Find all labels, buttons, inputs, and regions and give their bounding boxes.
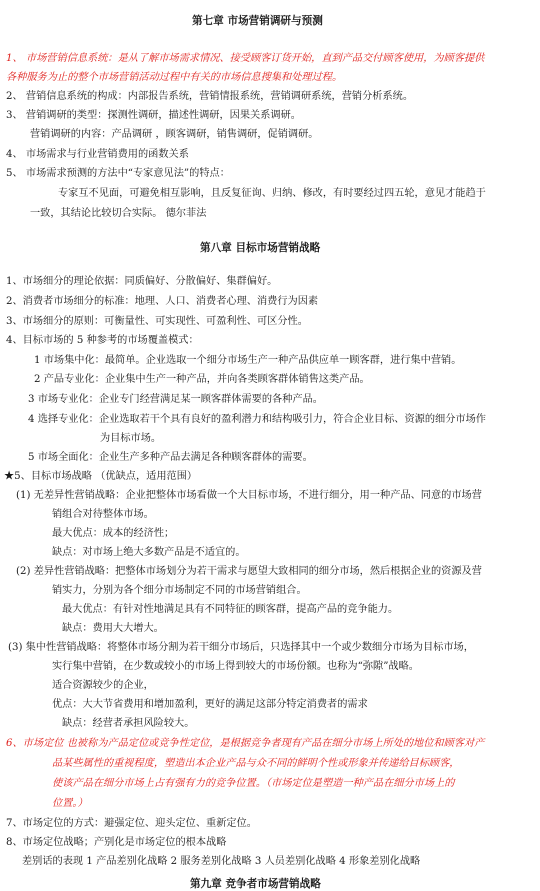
text-line-c8_4_1: 1 市场集中化：最简单。企业选取一个细分市场生产一种产品供应单一顾客群，进行集中营销。 [34,355,462,366]
text-line-c8_5: ★5、目标市场战略 （优缺点，适用范围） [4,471,198,482]
text-line-c8_1: 1、市场细分的理论依据：同质偏好、分散偏好、集群偏好。 [6,276,278,287]
text-line-c8_6a: 6、市场定位 也被称为产品定位或竞争性定位，是根据竞争者现有产品在细分市场上所处的地位和顾客对产 [6,738,485,749]
text-line-c8_5_2b: 销实力，分别为各个细分市场制定不同的市场营销组合。 [52,585,307,596]
text-line-c7_1b: 各种服务为止的整个市场营销活动过程中有关的市场信息搜集和处理过程。 [6,72,343,83]
text-line-c8_5_3c: 适合资源较少的企业， [52,680,154,691]
chapter-heading-h9: 第九章 竞争者市场营销战略 [190,878,321,890]
text-line-c8_5_1b: 销组合对待整体市场。 [52,509,154,520]
text-line-c8_4_3: 3 市场专业化：企业专门经营满足某一顾客群体需要的各种产品。 [28,394,323,405]
text-line-c8_4_4a: 4 选择专业化：企业选取若干个具有良好的盈利潜力和结构吸引力，符合企业目标、资源的细分市场作 [28,414,486,425]
text-line-c7_4: 4、 市场需求与行业营销费用的函数关系 [6,149,189,160]
text-line-c8_4_4b: 为目标市场。 [100,433,162,444]
chapter-heading-h7: 第七章 市场营销调研与预测 [192,15,323,27]
text-line-c8_6c: 使该产品在细分市场上占有强有力的竞争位置。（市场定位是塑造一种产品在细分市场上的 [52,778,455,789]
text-line-c8_5_2d: 缺点：费用大大增大。 [62,623,164,634]
text-line-c7_5a: 专家互不见面，可避免相互影响，且反复征询、归纳、修改，有时要经过四五轮，意见才能趋于 [58,188,486,199]
text-line-c7_3b: 营销调研的内容：产品调研 ，顾客调研，销售调研，促销调研。 [30,129,319,140]
text-line-c8_5_1d: 缺点：对市场上绝大多数产品是不适宜的。 [52,547,246,558]
text-line-c7_1a: 1、 市场营销信息系统：是从了解市场需求情况、接受顾客订货开始，直到产品交付顾客使用，为顾客提供 [6,53,485,64]
text-line-c8_5_3b: 实行集中营销，在少数或较小的市场上得到较大的市场份额。也称为“弥隙”战略。 [52,661,419,672]
text-line-c8_6b: 品某些属性的重视程度，塑造出本企业产品与众不同的鲜明个性或形象并传递给目标顾客， [52,758,460,769]
text-line-c8_4_2: 2 产品专业化：企业集中生产一种产品，并向各类顾客群体销售这类产品。 [34,374,370,385]
text-line-c8_5_2c: 最大优点：有针对性地满足具有不同特征的顾客群，提高产品的竞争能力。 [62,604,399,615]
text-line-c8_5_3a: (3) 集中性营销战略：将整体市场分割为若干细分市场后，只选择其中一个或少数细分市场为目标市场， [8,642,474,653]
text-line-c7_5b: 一致，其结论比较切合实际。 德尔菲法 [30,208,207,219]
text-line-c8_2: 2、消费者市场细分的标准：地理、人口、消费者心理、消费行为因素 [6,296,319,307]
text-line-c7_5: 5、 市场需求预测的方法中“专家意见法”的特点： [6,168,230,179]
text-line-c7_3: 3、 营销调研的类型：探测性调研，描述性调研，因果关系调研。 [6,110,301,121]
text-line-c8_5_3e: 缺点：经营者承担风险较大。 [62,718,195,729]
text-line-c8_4: 4、目标市场的 5 种参考的市场覆盖模式： [6,335,199,346]
text-line-c8_5_1c: 最大优点：成本的经济性； [52,528,175,539]
text-line-c8_4_5: 5 市场全面化：企业生产多种产品去满足各种顾客群体的需要。 [28,452,313,463]
text-line-c8_5_2a: (2) 差异性营销战略：把整体市场划分为若干需求与愿望大致相同的细分市场，然后根据企业的资源及营 [16,566,482,577]
text-line-c8_3: 3、市场细分的原则：可衡量性、可实现性、可盈利性、可区分性。 [6,316,308,327]
text-line-c8_7: 7、市场定位的方式：避强定位、迎头定位、重新定位。 [6,818,257,829]
text-line-c8_6d: 位置。） [52,798,88,809]
text-line-c8_8b: 差别话的表现 1 产品差别化战略 2 服务差别化战略 3 人员差别化战略 4 形象差别化战略 [22,856,421,867]
text-line-c8_5_3d: 优点：大大节省费用和增加盈利，更好的满足这部分特定消费者的需求 [52,699,368,710]
text-line-c8_5_1a: (1) 无差异性营销战略：企业把整体市场看做一个大目标市场，不进行细分，用一种产品、同意的市场营 [16,490,482,501]
text-line-c8_8: 8、市场定位战略；产别化是市场定位的根本战略 [6,837,227,848]
text-line-c7_2: 2、 营销信息系统的构成：内部报告系统，营销情报系统，营销调研系统，营销分析系统。 [6,91,414,102]
chapter-heading-h8: 第八章 目标市场营销战略 [200,242,321,254]
